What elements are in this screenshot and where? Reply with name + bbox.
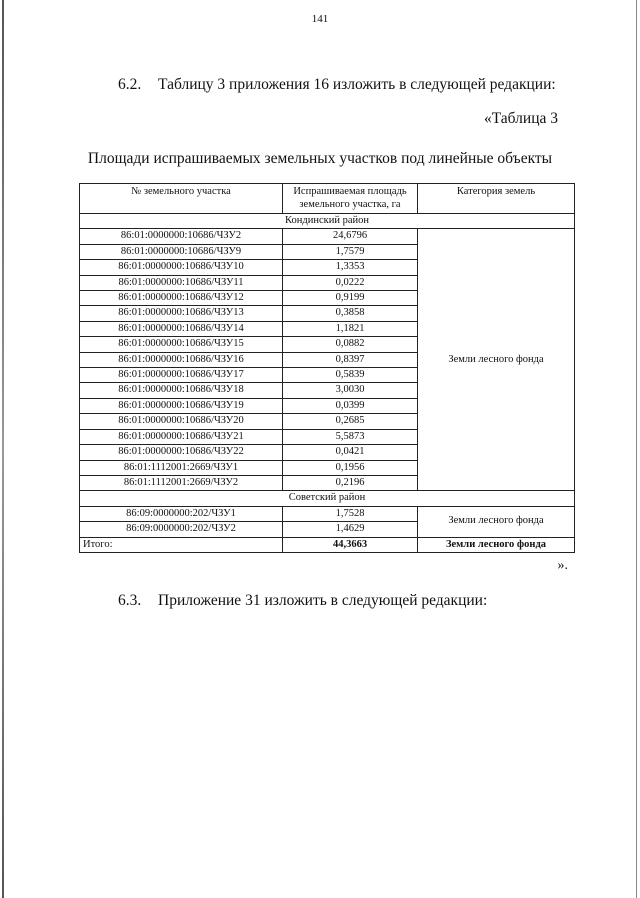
table-title: Площади испрашиваемых земельных участков под линейные объекты <box>87 150 553 167</box>
total-label: Итого: <box>80 537 283 552</box>
area-cell: 0,5839 <box>283 368 418 383</box>
area-cell: 24,6796 <box>283 229 418 244</box>
plot-number-cell: 86:01:0000000:10686/ЧЗУ10 <box>80 260 283 275</box>
plot-number-cell: 86:01:0000000:10686/ЧЗУ16 <box>80 352 283 367</box>
category-cell: Земли лесного фонда <box>418 506 575 537</box>
district-row-sovetsky <box>80 491 575 506</box>
plot-number-cell: 86:01:0000000:10686/ЧЗУ12 <box>80 291 283 306</box>
plot-number-cell: 86:01:0000000:10686/ЧЗУ2 <box>80 229 283 244</box>
area-cell: 0,0421 <box>283 445 418 460</box>
plot-number-cell: 86:01:0000000:10686/ЧЗУ14 <box>80 321 283 336</box>
plot-number-cell: 86:01:0000000:10686/ЧЗУ13 <box>80 306 283 321</box>
header-plot-number: № земельного участка <box>80 184 283 214</box>
page-edge-left <box>2 0 4 898</box>
plot-number-cell: 86:01:0000000:10686/ЧЗУ11 <box>80 275 283 290</box>
area-cell: 5,5873 <box>283 429 418 444</box>
paragraph-number: 6.3. <box>118 592 142 609</box>
plot-number-cell: 86:01:0000000:10686/ЧЗУ18 <box>80 383 283 398</box>
total-area: 44,3663 <box>283 537 418 552</box>
header-area-line1: Испрашиваемая площадь <box>293 186 407 197</box>
land-plots-table <box>79 183 575 553</box>
plot-number-cell: 86:01:0000000:10686/ЧЗУ20 <box>80 414 283 429</box>
area-cell: 0,9199 <box>283 291 418 306</box>
area-cell: 0,0399 <box>283 398 418 413</box>
plot-number-cell: 86:01:0000000:10686/ЧЗУ19 <box>80 398 283 413</box>
area-cell: 0,0882 <box>283 337 418 352</box>
plot-number-cell: 86:01:1112001:2669/ЧЗУ2 <box>80 475 283 490</box>
page-edge-right <box>636 0 637 898</box>
area-cell: 1,7579 <box>283 244 418 259</box>
area-cell: 3,0030 <box>283 383 418 398</box>
total-row <box>80 537 575 552</box>
plot-number-cell: 86:01:0000000:10686/ЧЗУ17 <box>80 368 283 383</box>
table-row <box>80 229 575 244</box>
header-category: Категория земель <box>418 184 575 214</box>
area-cell: 0,8397 <box>283 352 418 367</box>
paragraph-text: Приложение 31 изложить в следующей редакции: <box>158 592 488 609</box>
paragraph-number: 6.2. <box>118 76 142 93</box>
plot-number-cell: 86:01:1112001:2669/ЧЗУ1 <box>80 460 283 475</box>
table-row <box>80 506 575 521</box>
area-cell: 1,4629 <box>283 522 418 537</box>
area-cell: 0,3858 <box>283 306 418 321</box>
paragraph-6-2 <box>118 76 556 94</box>
area-cell: 0,0222 <box>283 275 418 290</box>
header-area-line2: земельного участка, га <box>299 198 401 210</box>
table-header-row <box>80 184 575 214</box>
plot-number-cell: 86:09:0000000:202/ЧЗУ1 <box>80 506 283 521</box>
paragraph-6-3 <box>118 592 487 610</box>
plot-number-cell: 86:01:0000000:10686/ЧЗУ15 <box>80 337 283 352</box>
paragraph-text: Таблицу 3 приложения 16 изложить в следующей редакции: <box>158 76 556 93</box>
area-cell: 0,2196 <box>283 475 418 490</box>
plot-number-cell: 86:01:0000000:10686/ЧЗУ22 <box>80 445 283 460</box>
plot-number-cell: 86:01:0000000:10686/ЧЗУ21 <box>80 429 283 444</box>
header-area <box>283 184 418 214</box>
area-cell: 1,3353 <box>283 260 418 275</box>
area-cell: 0,1956 <box>283 460 418 475</box>
table-reference: «Таблица 3 <box>483 110 558 127</box>
plot-number-cell: 86:09:0000000:202/ЧЗУ2 <box>80 522 283 537</box>
close-quote: ». <box>557 558 568 573</box>
area-cell: 1,7528 <box>283 506 418 521</box>
page-number: 141 <box>311 13 329 25</box>
district-row-kondinsky <box>80 214 575 229</box>
area-cell: 0,2685 <box>283 414 418 429</box>
district-name: Советский район <box>80 491 575 506</box>
category-cell: Земли лесного фонда <box>418 229 575 491</box>
total-category: Земли лесного фонда <box>418 537 575 552</box>
area-cell: 1,1821 <box>283 321 418 336</box>
plot-number-cell: 86:01:0000000:10686/ЧЗУ9 <box>80 244 283 259</box>
district-name: Кондинский район <box>80 214 575 229</box>
